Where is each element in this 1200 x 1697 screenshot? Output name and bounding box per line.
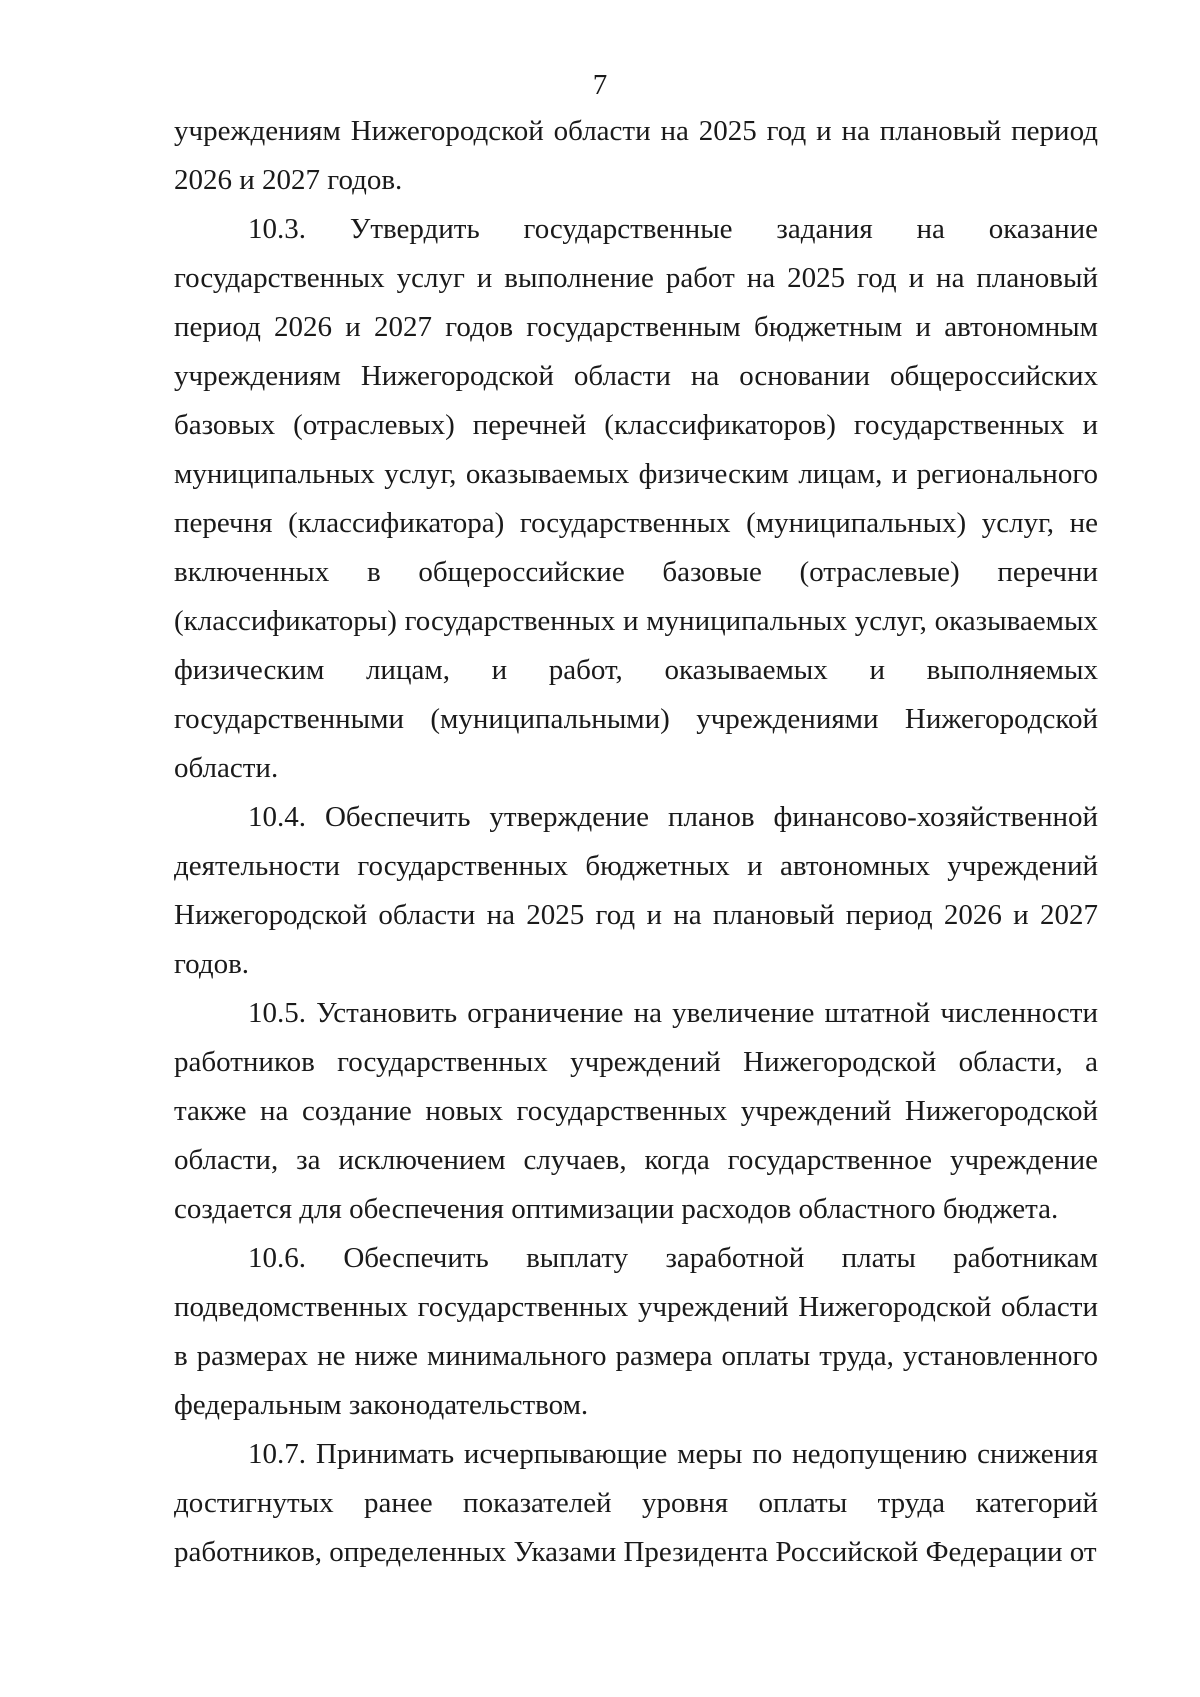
paragraph-10-3: 10.3. Утвердить государственные задания на оказание государственных услуг и выполнение работ на 2025 год и на плановый период 2026 и 2027 годов государственным бюджетным и автономным учреждениям Нижегородской области на основании общероссийских базовых (отраслевых) перечней (классификаторов) государственных и муниципальных услуг, оказываемых физическим лицам, и регионального перечня (классификатора) государственных (муниципальных) услуг, не включенных в общероссийские базовые (отраслевые) перечни (классификаторы) государственных и муниципальных услуг, оказываемых физическим лицам, и работ, оказываемых и выполняемых государственными (муниципальными) учреждениями Нижегородской области. <box>174 213 1098 784</box>
paragraph-10-4: 10.4. Обеспечить утверждение планов финансово-хозяйственной деятельности государственных бюджетных и автономных учреждений Нижегородской области на 2025 год и на плановый период 2026 и 2027 годов. <box>174 801 1098 980</box>
paragraph-10-5: 10.5. Установить ограничение на увеличение штатной численности работников государственных учреждений Нижегородской области, а также на создание новых государственных учреждений Нижегородской области, за исключением случаев, когда государственное учреждение создается для обеспечения оптимизации расходов областного бюджета. <box>174 997 1098 1225</box>
document-body <box>174 107 1098 1577</box>
page-number: 7 <box>592 69 608 101</box>
paragraph-10-6: 10.6. Обеспечить выплату заработной платы работникам подведомственных государственных учреждений Нижегородской области в размерах не ниже минимального размера оплаты труда, установленного федеральным законодательством. <box>174 1242 1098 1421</box>
paragraph-10-7: 10.7. Принимать исчерпывающие меры по недопущению снижения достигнутых ранее показателей уровня оплаты труда категорий работников, определенных Указами Президента Российской Федерации от <box>174 1438 1098 1568</box>
paragraph-continuation: учреждениям Нижегородской области на 2025 год и на плановый период 2026 и 2027 годов. <box>174 115 1098 196</box>
